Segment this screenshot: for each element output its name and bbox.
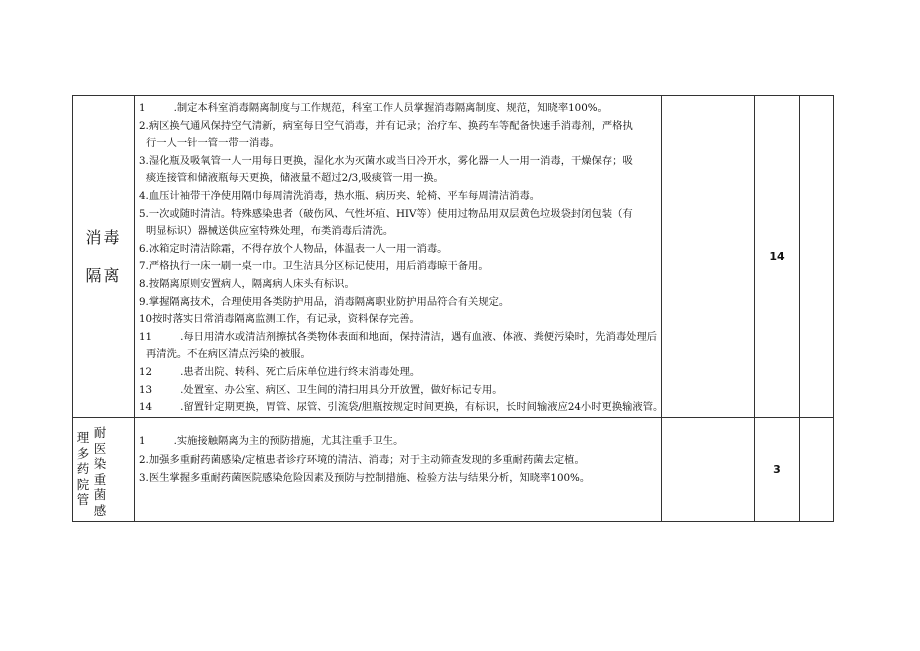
requirements-cell: [135, 418, 662, 522]
category-label: 隔离: [85, 265, 122, 285]
requirements-table: [72, 95, 834, 522]
list-item: [139, 469, 657, 488]
list-item: [139, 188, 657, 206]
table-row: [73, 96, 834, 418]
list-item: [139, 276, 657, 294]
item-number: 1: [139, 102, 146, 114]
item-number: 4.: [139, 189, 149, 202]
list-item: [139, 432, 657, 451]
list-item-continuation: [139, 346, 657, 364]
score-cell: 14: [755, 96, 800, 418]
list-item: [139, 100, 657, 118]
list-item: [139, 382, 657, 400]
score-cell: 3: [755, 418, 800, 522]
list-item: [139, 329, 657, 347]
item-number: 14: [139, 401, 153, 414]
requirements-cell: [135, 96, 662, 418]
list-item: [139, 118, 657, 136]
item-text: .患者出院、转科、死亡后床单位进行终末消毒处理。: [180, 365, 421, 378]
item-number: 3.: [139, 472, 149, 484]
item-text: 痰连接管和储液瓶每天更换，储液量不超过2/3,吸痰管一用一换。: [146, 172, 444, 185]
item-text: 再清洗。不在病区清点污染的被服。: [146, 348, 311, 361]
category-vertical-right: [93, 425, 107, 519]
item-text: 严格执行一床一刷一桌一巾。卫生洁具分区标记使用，用后消毒晾干备用。: [148, 260, 489, 273]
item-text: 湿化瓶及吸氧管一人一用每日更换，湿化水为灭菌水或当日冷开水，雾化器一人一用一消毒，干燥保存；吸: [148, 154, 633, 167]
list-item: [139, 258, 657, 276]
blank-cell: [662, 418, 755, 522]
list-item-continuation: [139, 223, 657, 241]
list-item-continuation: [139, 170, 657, 188]
item-number: 8.: [139, 277, 149, 290]
category-cell: [73, 418, 135, 522]
list-item-continuation: [139, 135, 657, 153]
item-text: 一次或随时清洁。特殊感染患者（破伤风、气性坏疽、HIV等）使用过物品用双层黄色垃圾袋封闭包装（有: [148, 207, 633, 220]
item-text: 血压计袖带干净使用隔巾每周清洗消毒，热水瓶、病历夹、轮椅、平车每周清洁消毒。: [148, 189, 541, 202]
list-item: [139, 206, 657, 224]
list-item: [139, 399, 664, 417]
item-number: 5.: [139, 207, 149, 220]
list-item: [139, 311, 657, 329]
category-label: 消毒: [85, 227, 122, 247]
category-char: 重: [93, 471, 107, 487]
item-text: 医生掌握多重耐药菌医院感染危险因素及预防与控制措施、检验方法与结果分析，知晓率100%。: [148, 472, 591, 484]
category-char: 院: [76, 476, 90, 492]
category-char: 管: [76, 492, 90, 508]
item-text: 病区换气通风保持空气清新，病室每日空气消毒，并有记录；治疗车、换药车等配备快速手消毒剂，严格执: [148, 119, 633, 132]
item-text: .留置针定期更换，胃管、尿管、引流袋/胆瓶按规定时间更换，有标识，长时间输液应24小时更换输液管。: [180, 401, 664, 414]
item-number: 10: [139, 313, 153, 326]
category-char: 耐: [93, 425, 107, 440]
item-text: 加强多重耐药菌感染/定植患者诊疗环境的清洁、消毒；对于主动筛查发现的多重耐药菌去定植。: [148, 453, 585, 466]
item-text: .制定本科室消毒隔离制度与工作规范，科室工作人员掌握消毒隔离制度、规范，知晓率100%。: [173, 102, 608, 114]
category-char: 感: [93, 502, 107, 518]
item-number: 6.: [139, 242, 149, 255]
list-item: [139, 153, 657, 171]
category-vertical-left: [76, 430, 90, 508]
category-char: 多: [76, 445, 90, 461]
item-text: 冰箱定时清洁除霜，不得存放个人物品，体温表一人一用一消毒。: [148, 242, 448, 255]
list-item: [139, 294, 657, 312]
blank-cell: [800, 418, 834, 522]
item-number: 2.: [139, 119, 149, 132]
item-number: 3.: [139, 154, 149, 167]
requirements-list: [139, 100, 664, 417]
item-number: 11: [139, 330, 153, 343]
item-number: 2.: [139, 453, 149, 466]
category-char: 菌: [93, 487, 107, 503]
list-item: [139, 364, 657, 382]
item-number: 1: [139, 435, 146, 447]
item-number: 9.: [139, 295, 149, 308]
blank-cell: [662, 96, 755, 418]
category-char: 理: [76, 430, 90, 445]
item-number: 7.: [139, 260, 149, 273]
item-text: .实施接触隔离为主的预防措施，尤其注重手卫生。: [173, 435, 404, 447]
item-text: 明显标识）器械送供应室特殊处理，布类消毒后清洗。: [146, 225, 394, 238]
item-text: .处置室、办公室、病区、卫生间的清扫用具分开放置，做好标记专用。: [180, 383, 503, 396]
list-item: [139, 241, 657, 259]
category-char: 药: [76, 461, 90, 477]
item-text: .每日用清水或清洁剂擦拭各类物体表面和地面，保持清洁，遇有血液、体液、粪便污染时，先消毒处理后: [180, 330, 658, 343]
category-char: 染: [93, 456, 107, 472]
item-number: 12: [139, 365, 153, 378]
item-text: 行一人一针一管一带一消毒。: [146, 137, 280, 150]
item-number: 13: [139, 383, 153, 396]
table-row: [73, 418, 834, 522]
requirements-list: [139, 432, 657, 488]
category-cell: [73, 96, 135, 418]
blank-cell: [800, 96, 834, 418]
item-text: 掌握隔离技术，合理使用各类防护用品，消毒隔离职业防护用品符合有关规定。: [148, 295, 510, 308]
item-text: 按隔离原则安置病人，隔离病人床头有标识。: [148, 277, 355, 290]
category-char: 医: [93, 440, 107, 456]
item-text: 按时落实日常消毒隔离监测工作，有记录，资料保存完善。: [152, 313, 420, 326]
list-item: [139, 451, 657, 470]
